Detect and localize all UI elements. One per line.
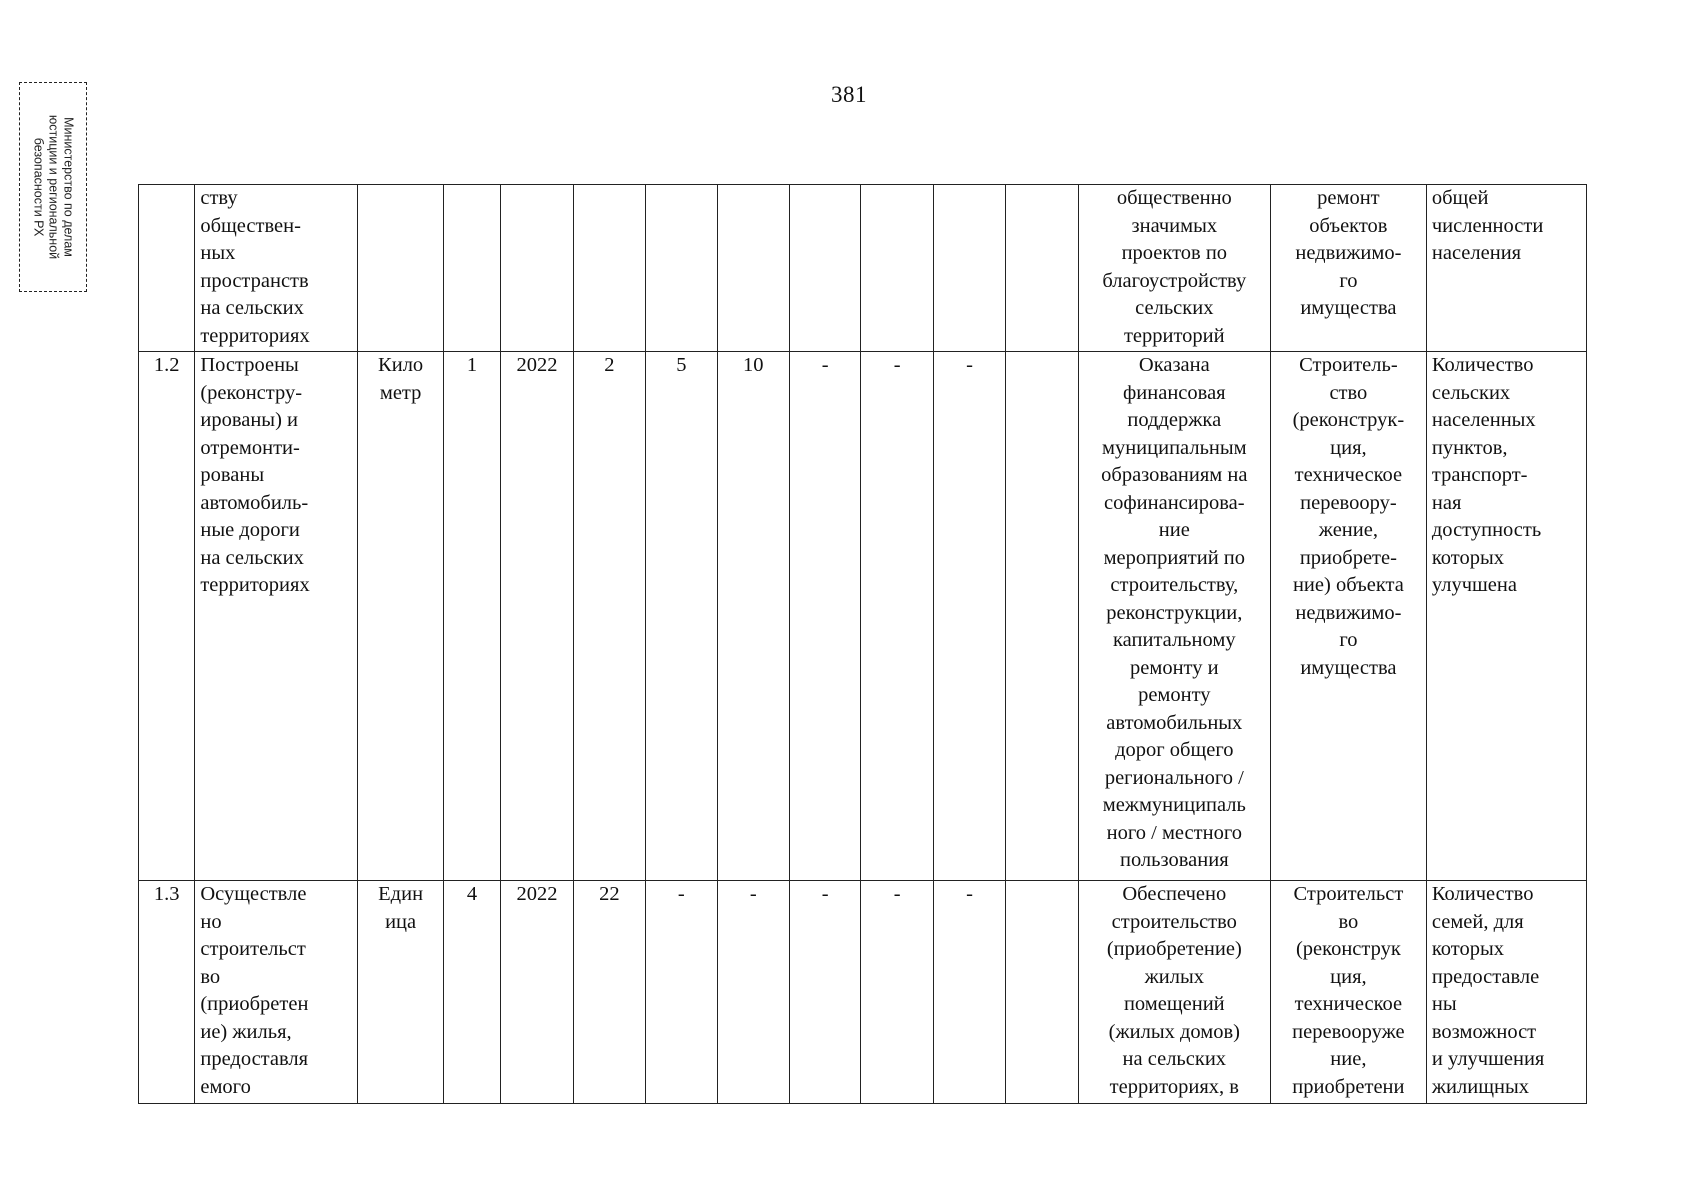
cell-line: строительст <box>200 938 306 960</box>
cell-line: Количество <box>1431 883 1534 905</box>
cell-line: го <box>1339 269 1358 292</box>
cell-line: общественно <box>1116 187 1232 209</box>
cell-line: Обеспечено <box>1122 883 1227 905</box>
cell-line: недвижимо- <box>1295 601 1402 624</box>
cell-line: но <box>200 910 222 933</box>
cell-line: ция, <box>1330 436 1367 459</box>
cell-line: ие) жилья, <box>200 1020 292 1043</box>
cell-line: ние, <box>1330 1048 1367 1070</box>
value-cell <box>789 185 860 352</box>
cell-line: образованиям на <box>1101 464 1248 486</box>
cell-line: (жилых домов) <box>1108 1020 1240 1043</box>
cell-line: пунктов, <box>1431 436 1508 459</box>
cell-line: (приобретен <box>200 993 309 1015</box>
cell-line: ного / местного <box>1106 821 1242 844</box>
cell-line: населенных <box>1431 409 1536 431</box>
value-cell <box>717 185 789 352</box>
cell-line: поддержка <box>1127 409 1222 431</box>
cell-line: регионального / <box>1104 766 1244 789</box>
cell-line: ных <box>200 242 236 264</box>
cell-line: сельских <box>1135 297 1214 319</box>
cell-line: ству <box>200 187 238 209</box>
cell-line: территориях <box>200 574 310 596</box>
cell-line: приобрете- <box>1299 546 1397 569</box>
cell-line: (реконструк- <box>1292 409 1405 431</box>
value-cell <box>443 185 500 352</box>
value-cell <box>1006 185 1078 352</box>
cell-line: ние) объекта <box>1292 574 1404 596</box>
cell-line: ированы) и <box>200 409 298 431</box>
cell-line: предоставля <box>200 1048 309 1070</box>
cell-line: Строительст <box>1293 883 1404 905</box>
cell-line: мероприятий по <box>1103 546 1246 569</box>
value-cell: 10 <box>717 352 789 881</box>
stamp-text <box>31 87 76 287</box>
value-cell: 2 <box>573 352 645 881</box>
value-cell <box>1006 352 1078 881</box>
year-cell: 2022 <box>501 881 573 1104</box>
cell-line: ремонт <box>1317 187 1380 209</box>
cell-line: Количество <box>1431 354 1534 376</box>
cell-line: (реконстру- <box>200 381 303 404</box>
value-cell <box>933 185 1005 352</box>
cell-line: приобретени <box>1292 1075 1405 1098</box>
cell-line: населения <box>1431 242 1522 264</box>
cell-line: возможност <box>1431 1020 1537 1043</box>
cell-line: ство <box>1329 381 1368 404</box>
cell-line: объектов <box>1309 214 1388 237</box>
cell-line: территориях <box>200 324 310 347</box>
cell-line: софинансирова- <box>1104 491 1245 514</box>
characteristic-cell <box>1426 881 1586 1104</box>
cell-line: и улучшения <box>1431 1048 1545 1070</box>
cell-line: предоставле <box>1431 965 1540 988</box>
indicators-table <box>138 184 1587 1104</box>
cell-line: техническое <box>1294 993 1403 1015</box>
cell-line: обществен- <box>200 214 301 237</box>
cell-line: реконструкции, <box>1106 601 1243 624</box>
cell-line: численности <box>1431 214 1544 237</box>
cell-line: помещений <box>1123 993 1225 1015</box>
cell-line: техническое <box>1294 464 1403 486</box>
cell-line: автомобиль- <box>200 491 309 514</box>
unit-cell <box>358 881 444 1104</box>
cell-line: строительство <box>1111 910 1237 933</box>
cell-line: проектов по <box>1121 242 1228 264</box>
value-cell: 22 <box>573 881 645 1104</box>
stamp-line: юстиции и региональной <box>46 114 61 260</box>
cell-line: муниципальным <box>1101 436 1247 459</box>
cell-line: (реконструк <box>1295 938 1401 960</box>
stamp-line: безопасности РХ <box>31 137 46 237</box>
cell-line: перевооруже <box>1292 1020 1405 1043</box>
cell-line: дорог общего <box>1115 739 1234 761</box>
value-cell: 5 <box>646 352 717 881</box>
cell-line: автомобильных <box>1106 711 1243 734</box>
cell-line: транспорт- <box>1431 464 1528 486</box>
cell-line: благоустройству <box>1102 269 1247 292</box>
cell-line: жение, <box>1318 519 1378 541</box>
result-type-cell <box>1270 352 1426 881</box>
cell-line: перевоору- <box>1300 491 1397 514</box>
result-cell <box>1078 352 1270 881</box>
value-cell: - <box>933 352 1005 881</box>
cell-line: Оказана <box>1138 354 1210 376</box>
cell-line: рованы <box>200 464 265 486</box>
cell-line: которых <box>1431 546 1504 569</box>
indicator-name-cell <box>195 185 358 352</box>
stamp-line: Министерство по делам <box>61 117 76 257</box>
result-cell <box>1078 185 1270 352</box>
cell-line: ние <box>1158 519 1190 541</box>
cell-line: общей <box>1431 187 1489 209</box>
cell-line: Осуществле <box>200 883 307 905</box>
value-cell: - <box>933 881 1005 1104</box>
cell-line: пользования <box>1119 849 1229 871</box>
cell-line: территориях, в <box>1109 1075 1239 1098</box>
result-type-cell <box>1270 881 1426 1104</box>
cell-line: Построены <box>200 354 299 376</box>
unit-cell <box>358 352 444 881</box>
cell-line: имущества <box>1300 656 1397 679</box>
cell-line: доступность <box>1431 519 1542 541</box>
year-cell: 2022 <box>501 352 573 881</box>
cell-line: ица <box>385 910 417 933</box>
cell-line: сельских <box>1431 381 1511 404</box>
value-cell <box>1006 881 1078 1104</box>
result-cell <box>1078 881 1270 1104</box>
cell-line: на сельских <box>200 546 304 569</box>
table-row <box>139 881 1587 1104</box>
cell-line: во <box>1338 910 1359 933</box>
value-cell: - <box>646 881 717 1104</box>
cell-line: метр <box>379 381 422 404</box>
value-cell <box>861 185 933 352</box>
cell-line: ция, <box>1330 965 1367 988</box>
value-cell: 4 <box>443 881 500 1104</box>
cell-line: улучшена <box>1431 574 1517 596</box>
cell-line: ремонту <box>1138 684 1211 706</box>
indicator-name-cell <box>195 881 358 1104</box>
value-cell: - <box>789 881 860 1104</box>
cell-line: значимых <box>1131 214 1218 237</box>
value-cell <box>646 185 717 352</box>
registration-stamp <box>19 82 87 292</box>
cell-line: семей, для <box>1431 910 1524 933</box>
cell-line: территорий <box>1123 324 1225 347</box>
cell-line: ная <box>1431 491 1462 514</box>
cell-line: межмуниципаль <box>1102 794 1246 816</box>
characteristic-cell <box>1426 185 1586 352</box>
cell-line: отремонти- <box>200 436 300 459</box>
row-number-cell: 1.3 <box>139 881 195 1104</box>
row-number-cell: 1.2 <box>139 352 195 881</box>
unit-cell <box>358 185 444 352</box>
cell-line: строительству, <box>1110 574 1239 596</box>
characteristic-cell <box>1426 352 1586 881</box>
cell-line: (приобретение) <box>1106 938 1242 960</box>
result-type-cell <box>1270 185 1426 352</box>
cell-line: Строитель- <box>1299 354 1398 376</box>
cell-line: на сельских <box>1122 1048 1227 1070</box>
cell-line: ремонту и <box>1130 656 1219 679</box>
value-cell: - <box>861 881 933 1104</box>
cell-line: ные дороги <box>200 519 300 541</box>
cell-line: жилищных <box>1431 1075 1529 1098</box>
cell-line: Кило <box>378 354 424 376</box>
indicator-name-cell <box>195 352 358 881</box>
cell-line: имущества <box>1300 297 1397 319</box>
value-cell: 1 <box>443 352 500 881</box>
value-cell: - <box>789 352 860 881</box>
value-cell: - <box>717 881 789 1104</box>
cell-line: го <box>1339 629 1358 651</box>
cell-line: пространств <box>200 269 309 292</box>
cell-line: во <box>200 965 221 988</box>
year-cell <box>501 185 573 352</box>
cell-line: Един <box>378 883 424 905</box>
cell-line: финансовая <box>1123 381 1226 404</box>
row-number-cell <box>139 185 195 352</box>
cell-line: ны <box>1431 993 1457 1015</box>
cell-line: которых <box>1431 938 1504 960</box>
table-row <box>139 185 1587 352</box>
cell-line: недвижимо- <box>1295 242 1402 264</box>
cell-line: жилых <box>1144 965 1204 988</box>
page-number: 381 <box>831 82 867 107</box>
table-row <box>139 352 1587 881</box>
value-cell: - <box>861 352 933 881</box>
cell-line: емого <box>200 1075 251 1098</box>
value-cell <box>573 185 645 352</box>
cell-line: на сельских <box>200 297 304 319</box>
cell-line: капитальному <box>1113 629 1236 651</box>
